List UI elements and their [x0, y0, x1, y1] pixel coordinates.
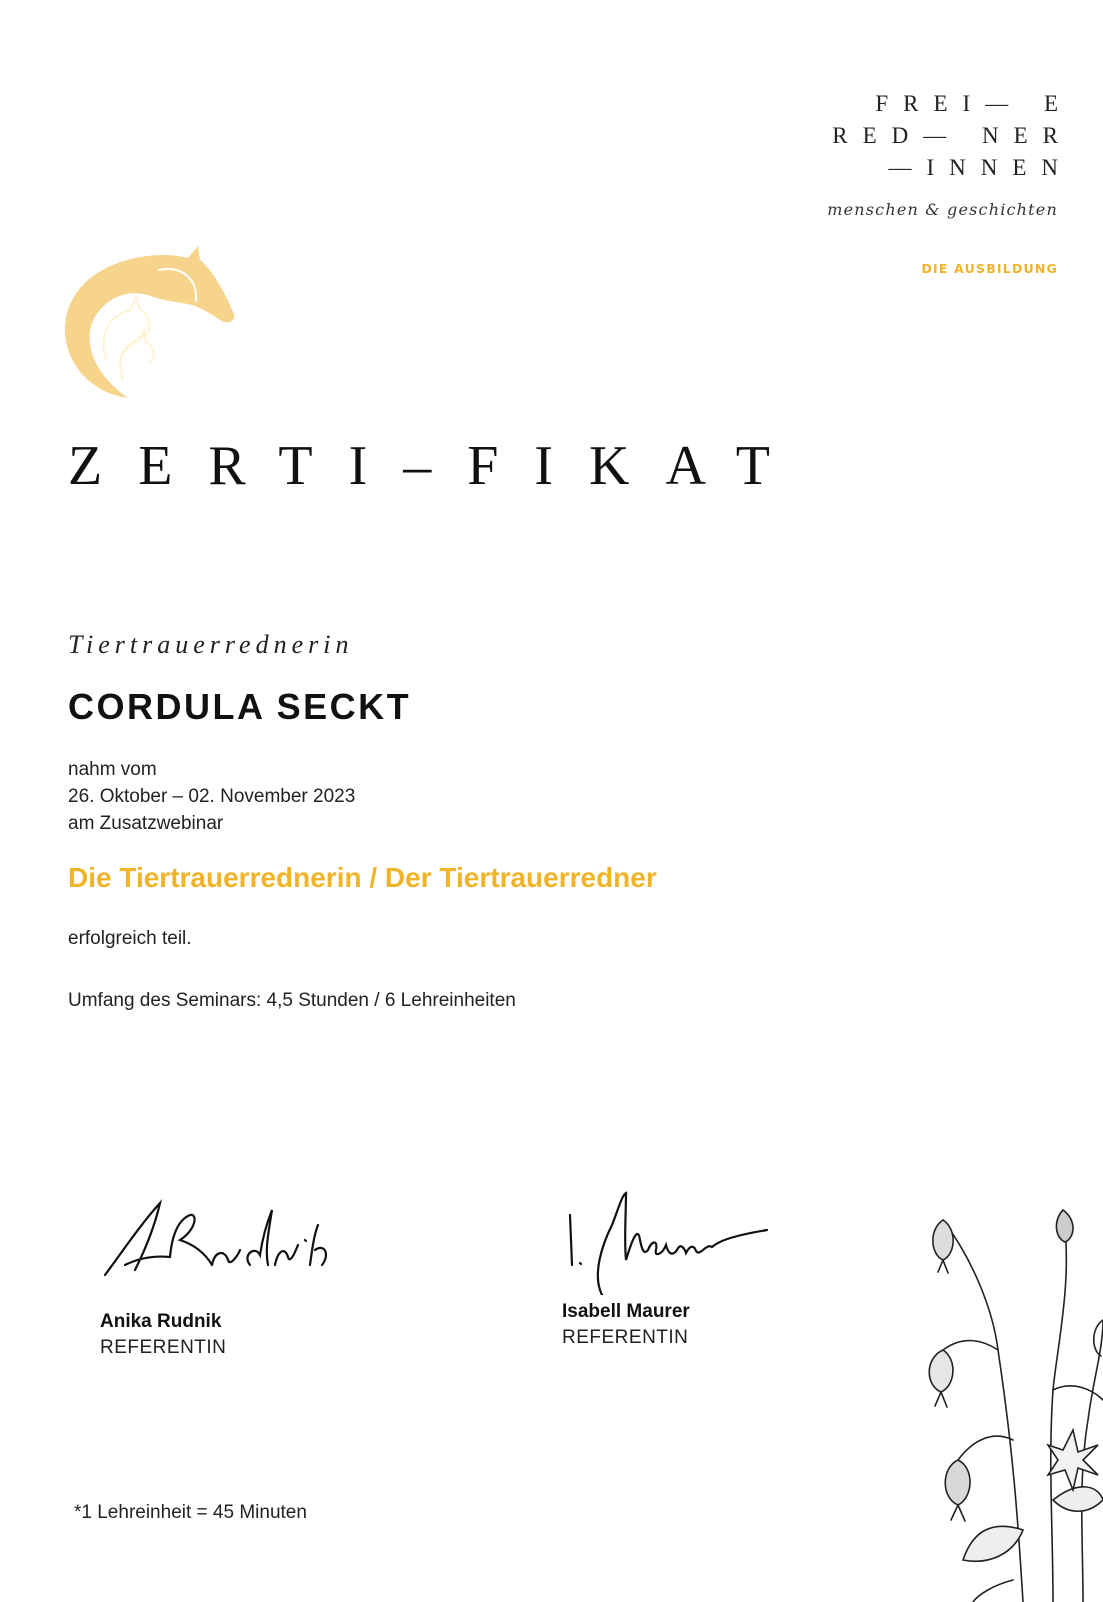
signature-rudnik — [100, 1195, 340, 1305]
course-title: Die Tiertrauerrednerin / Der Tiertrauerredner — [68, 862, 657, 893]
certificate-role: Tiertrauerrednerin — [68, 630, 354, 659]
signer-1-name: Anika Rudnik — [100, 1311, 222, 1332]
brand-logo — [827, 88, 1073, 276]
signature-maurer — [562, 1185, 802, 1295]
signer-2-name: Isabell Maurer — [562, 1301, 690, 1322]
recipient-name: CORDULA SECKT — [68, 686, 412, 727]
footnote: *1 Lehreinheit = 45 Minuten — [74, 1502, 307, 1523]
program-label: DIE AUSBILDUNG — [921, 261, 1058, 276]
animal-silhouette-logo-icon — [48, 240, 248, 415]
brand-line-3: —INNEN — [888, 155, 1073, 180]
success-text: erfolgreich teil. — [68, 928, 192, 949]
brand-line-2: RED— NER — [832, 123, 1073, 148]
brand-line-1: FREI— E — [875, 91, 1073, 116]
seminar-scope: Umfang des Seminars: 4,5 Stunden / 6 Lehreinheiten — [68, 990, 516, 1011]
certificate-title: ZERTI–FIKAT — [68, 435, 806, 497]
flower-illustration-icon — [903, 1200, 1103, 1602]
signer-2 — [562, 1185, 802, 1349]
signer-2-role: REFERENTIN — [562, 1327, 689, 1348]
participation-intro — [68, 756, 355, 837]
intro-line-1: nahm vom — [68, 759, 157, 780]
signer-1 — [100, 1195, 340, 1359]
signer-1-role: REFERENTIN — [100, 1337, 227, 1358]
date-range: 26. Oktober – 02. November 2023 — [68, 786, 356, 807]
brand-tagline: menschen & geschichten — [827, 200, 1058, 219]
intro-line-3: am Zusatzwebinar — [68, 813, 224, 834]
